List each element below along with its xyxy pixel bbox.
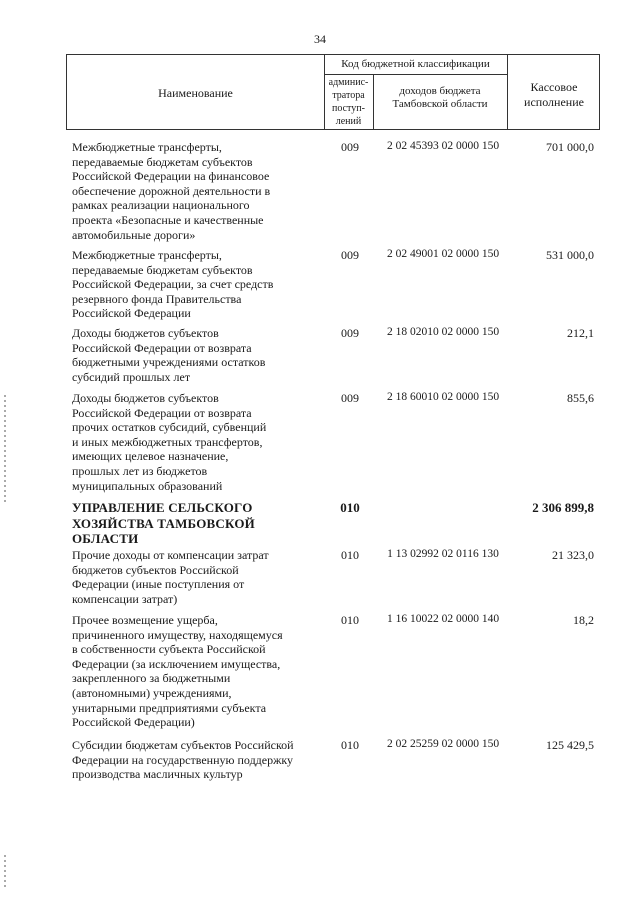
name-line: автомобильные дороги» xyxy=(72,227,196,242)
name-line: Федерации на государственную поддержку xyxy=(72,752,294,767)
row-amount: 21 323,0 xyxy=(552,548,594,562)
name-line: Межбюджетные трансферты, xyxy=(72,248,222,262)
row-admin-code: 009 xyxy=(341,391,359,405)
row-admin-code: 009 xyxy=(341,326,359,340)
name-line: Российской Федерации xyxy=(72,306,191,321)
header-admin-line: поступ- xyxy=(332,103,365,114)
name-line: ОБЛАСТИ xyxy=(72,531,139,546)
row-name xyxy=(72,548,322,606)
header-name: Наименование xyxy=(158,86,233,100)
row-name xyxy=(72,613,322,730)
name-line: передаваемые бюджетам субъектов xyxy=(72,154,253,169)
scan-margin-mark xyxy=(4,395,6,505)
name-line: Доходы бюджетов субъектов xyxy=(72,391,219,405)
row-admin-code: 009 xyxy=(341,140,359,154)
row-admin-code: 010 xyxy=(341,548,359,562)
scan-margin-mark xyxy=(4,855,6,890)
row-amount: 125 429,5 xyxy=(546,738,594,752)
row-income-code: 1 16 10022 02 0000 140 xyxy=(386,613,500,625)
name-line: Российской Федерации, за счет средств xyxy=(72,277,274,292)
name-line: УПРАВЛЕНИЕ СЕЛЬСКОГО xyxy=(72,500,253,515)
row-name xyxy=(72,140,322,242)
header-admin xyxy=(324,76,373,128)
row-income-code: 1 13 02992 02 0116 130 xyxy=(387,548,499,560)
table-header xyxy=(66,54,600,130)
name-line: Межбюджетные трансферты, xyxy=(72,140,222,154)
header-admin-line: тратора xyxy=(332,90,365,101)
row-name xyxy=(72,326,322,384)
row-amount: 531 000,0 xyxy=(546,248,594,262)
section-title xyxy=(72,500,322,547)
row-admin-code: 010 xyxy=(341,738,359,752)
header-admin-line: лений xyxy=(335,116,362,127)
row-name xyxy=(72,248,322,321)
name-line: Прочее возмещение ущерба, xyxy=(72,613,218,627)
page-number: 34 xyxy=(314,32,326,46)
name-line: закрепленного за бюджетными xyxy=(72,671,231,686)
name-line: муниципальных образований xyxy=(72,478,223,493)
header-code-group: Код бюджетной классификации xyxy=(341,58,490,70)
header-execution xyxy=(507,80,601,110)
name-line: Российской Федерации) xyxy=(72,715,195,730)
row-income-code: 2 02 49001 02 0000 150 xyxy=(386,248,500,260)
row-amount: 18,2 xyxy=(573,613,594,627)
row-income-code: 2 18 60010 02 0000 150 xyxy=(386,391,500,403)
row-income-code: 2 02 45393 02 0000 150 xyxy=(386,140,500,152)
header-divider xyxy=(324,74,507,75)
name-line: передаваемые бюджетам субъектов xyxy=(72,262,253,277)
name-line: прошлых лет из бюджетов xyxy=(72,463,208,478)
name-line: производства масличных культур xyxy=(72,767,243,782)
header-execution-line: исполнение xyxy=(524,95,584,109)
row-income-code: 2 02 25259 02 0000 150 xyxy=(386,738,500,750)
name-line: проекта «Безопасные и качественные xyxy=(72,212,264,227)
name-line: ХОЗЯЙСТВА ТАМБОВСКОЙ xyxy=(72,515,255,531)
header-execution-line: Кассовое xyxy=(530,80,578,94)
header-income-line: Тамбовской области xyxy=(392,98,488,110)
name-line: (автономными) учреждениями, xyxy=(72,685,232,700)
name-line: причиненного имуществу, находящемуся xyxy=(72,627,283,642)
header-income-line: доходов бюджета xyxy=(399,85,481,97)
header-income xyxy=(373,85,507,111)
name-line: Российской Федерации от возврата xyxy=(72,405,252,420)
name-line: унитарными предприятиями субъекта xyxy=(72,700,267,715)
header-admin-line: админис- xyxy=(328,77,369,88)
name-line: и иных межбюджетных трансфертов, xyxy=(72,434,263,449)
row-name xyxy=(72,391,322,493)
row-amount: 212,1 xyxy=(567,326,594,340)
name-line: бюджетов субъектов Российской xyxy=(72,562,239,577)
row-amount: 701 000,0 xyxy=(546,140,594,154)
name-line: субсидий прошлых лет xyxy=(72,369,191,384)
name-line: Доходы бюджетов субъектов xyxy=(72,326,219,340)
name-line: Субсидии бюджетам субъектов Российской xyxy=(72,738,294,752)
name-line: рамках реализации национального xyxy=(72,198,250,213)
row-admin-code: 010 xyxy=(341,613,359,627)
name-line: компенсации затрат) xyxy=(72,591,178,606)
row-amount: 855,6 xyxy=(567,391,594,405)
name-line: обеспечение дорожной деятельности в xyxy=(72,183,271,198)
row-name xyxy=(72,738,332,782)
name-line: Российской Федерации от возврата xyxy=(72,340,252,355)
name-line: Российской Федерации на финансовое xyxy=(72,169,270,184)
name-line: Федерации (за исключением имущества, xyxy=(72,656,281,671)
name-line: в собственности субъекта Российской xyxy=(72,642,266,657)
name-line: резервного фонда Правительства xyxy=(72,291,242,306)
name-line: имеющих целевое назначение, xyxy=(72,449,229,464)
name-line: прочих остатков субсидий, субвенций xyxy=(72,420,267,435)
row-admin-code: 009 xyxy=(341,248,359,262)
row-amount: 2 306 899,8 xyxy=(532,500,594,515)
name-line: бюджетными учреждениями остатков xyxy=(72,355,266,370)
row-income-code: 2 18 02010 02 0000 150 xyxy=(386,326,500,338)
name-line: Федерации (иные поступления от xyxy=(72,577,245,592)
name-line: Прочие доходы от компенсации затрат xyxy=(72,548,269,562)
row-admin-code: 010 xyxy=(340,500,360,515)
